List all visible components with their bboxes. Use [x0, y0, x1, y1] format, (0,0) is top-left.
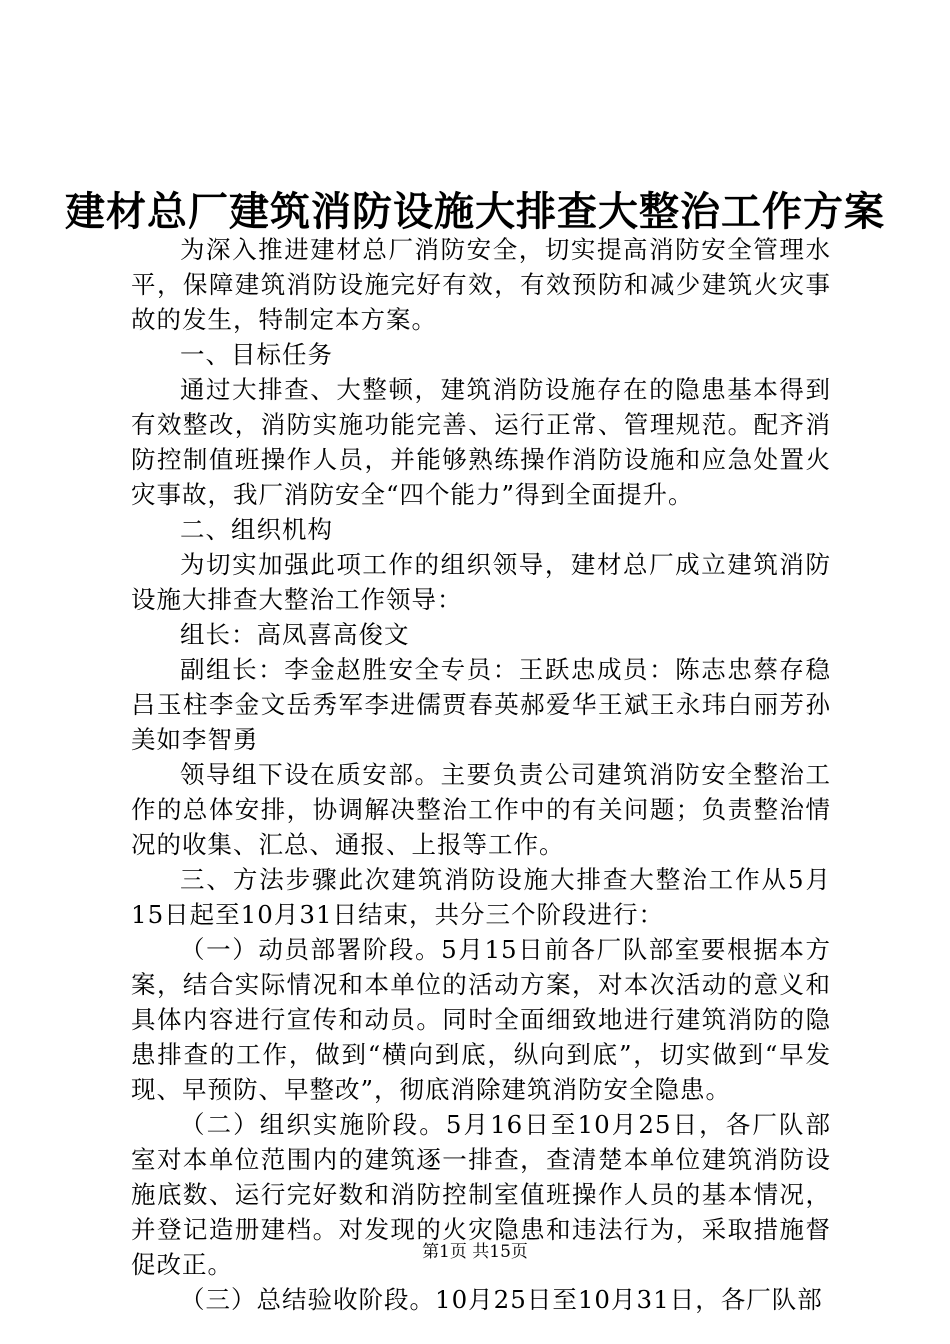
paragraph-office: 领导组下设在质安部。主要负责公司建筑消防安全整治工作的总体安排，协调解决整治工作中的有关问题；负责整治情况的收集、汇总、通报、上报等工作。	[131, 760, 831, 859]
paragraph-stage-one: （一）动员部署阶段。5月15日前各厂队部室要根据本方案，结合实际情况和本单位的活动方案，对本次活动的意义和具体内容进行宣传和动员。同时全面细致地进行建筑消防的隐患排查的工作，做到“横向到底，纵向到底”，切实做到“早发现、早预防、早整改”，彻底消除建筑消防安全隐患。	[131, 935, 831, 1104]
paragraph-intro: 为深入推进建材总厂消防安全，切实提高消防安全管理水平，保障建筑消防设施完好有效，有效预防和减少建筑火灾事故的发生，特制定本方案。	[131, 235, 831, 334]
paragraph-stage-two: （二）组织实施阶段。5月16日至10月25日，各厂队部室对本单位范围内的建筑逐一排查，查清楚本单位建筑消防设施底数、运行完好数和消防控制室值班操作人员的基本情况，并登记造册建档。对发现的火灾隐患和违法行为，采取措施督促改正。	[131, 1110, 831, 1279]
paragraph-organization: 为切实加强此项工作的组织领导，建材总厂成立建筑消防设施大排查大整治工作领导：	[131, 550, 831, 614]
paragraph-methods: 三、方法步骤此次建筑消防设施大排查大整治工作从5月15日起至10月31日结束，共分三个阶段进行：	[131, 865, 831, 929]
heading-objectives: 一、目标任务	[180, 340, 333, 369]
paragraph-leader: 组长：高凤喜高俊文	[180, 620, 410, 649]
heading-organization: 二、组织机构	[180, 515, 333, 544]
paragraph-members: 副组长：李金赵胜安全专员：王跃忠成员：陈志忠蔡存稳吕玉柱李金文岳秀军李进儒贾春英郝爱华王斌王永玮白丽芳孙美如李智勇	[131, 655, 831, 754]
paragraph-stage-three: （三）总结验收阶段。10月25日至10月31日，各厂队部	[180, 1285, 823, 1314]
document-title: 建材总厂建筑消防设施大排查大整治工作方案	[65, 188, 885, 235]
paragraph-objectives: 通过大排查、大整顿，建筑消防设施存在的隐患基本得到有效整改，消防实施功能完善、运行正常、管理规范。配齐消防控制值班操作人员，并能够熟练操作消防设施和应急处置火灾事故，我厂消防安全“四个能力”得到全面提升。	[131, 375, 831, 509]
document-body	[131, 232, 831, 1317]
page-number: 第1页 共15页	[422, 1242, 528, 1262]
